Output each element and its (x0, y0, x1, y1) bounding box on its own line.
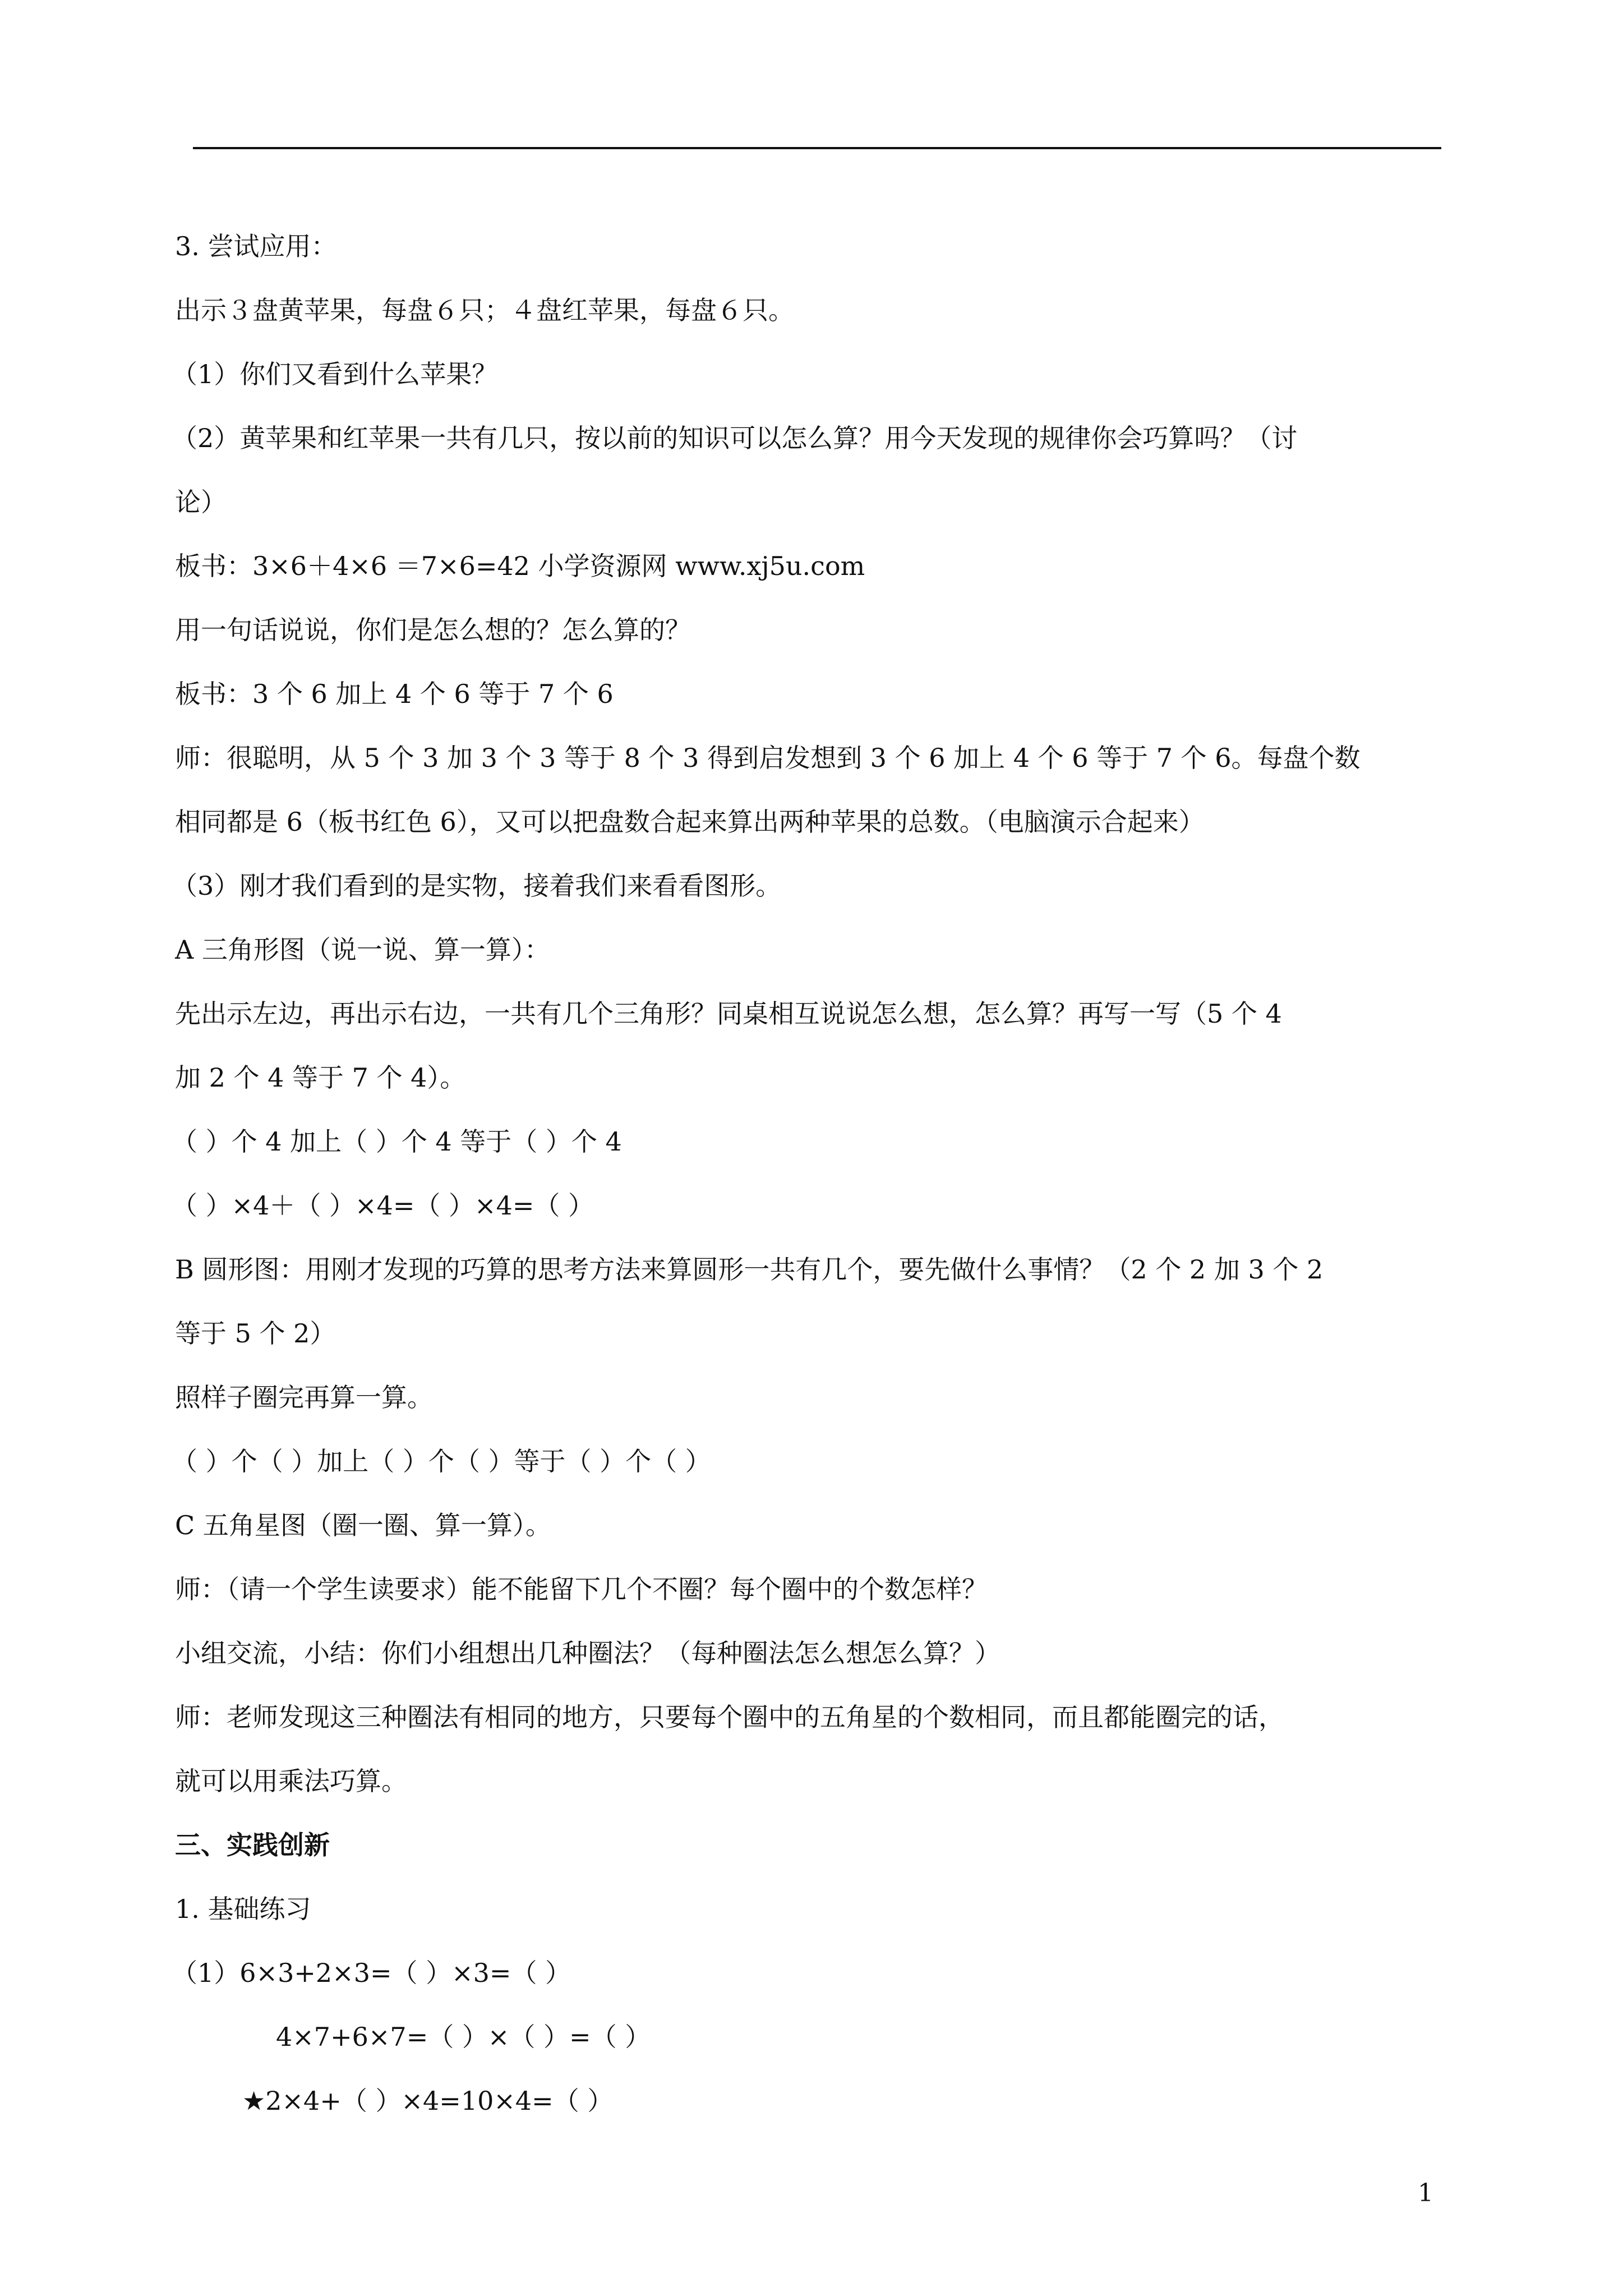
section-heading-practice: 三、实践创新 (175, 1830, 330, 1860)
page-content (172, 214, 1442, 2133)
subsection-triangle: A 三角形图（说一说、算一算）： (175, 935, 550, 965)
subsection-basic-practice: 1. 基础练习 (175, 1894, 311, 1924)
paragraph-line: 就可以用乘法巧算。 (175, 1766, 407, 1796)
paragraph-line: 用一句话说说，你们是怎么想的？怎么算的？ (175, 615, 691, 645)
paragraph-line: 师：很聪明，从 5 个 3 加 3 个 3 等于 8 个 3 得到启发想到 3 个 6 加上 4 个 6 等于 7 个 6。每盘个数 (175, 743, 1361, 773)
subsection-circle: B 圆形图：用刚才发现的巧算的思考方法来算圆形一共有几个，要先做什么事情？（2 个 2 加 3 个 2 (175, 1254, 1324, 1285)
exercise-line: （1）6×3+2×3=（ ）×3=（ ） (172, 1958, 571, 1988)
paragraph-line: （1）你们又看到什么苹果？ (172, 359, 498, 389)
paragraph-line: （3）刚才我们看到的是实物，接着我们来看看图形。 (172, 871, 782, 901)
exercise-line: （ ）个（ ）加上（ ）个（ ）等于（ ）个（ ） (172, 1446, 711, 1476)
header-rule (193, 147, 1441, 149)
exercise-line: （ ）×4＋（ ）×4=（ ）×4=（ ） (172, 1190, 594, 1221)
paragraph-line: 先出示左边，再出示右边，一共有几个三角形？同桌相互说说怎么想，怎么算？再写一写（5 个 4 (175, 999, 1282, 1029)
paragraph-line: 照样子圈完再算一算。 (175, 1382, 433, 1412)
paragraph-line: 论） (175, 487, 227, 517)
page-number: 1 (1418, 2179, 1433, 2207)
paragraph-line: 相同都是 6（板书红色 6），又可以把盘数合起来算出两种苹果的总数。（电脑演示合起来） (175, 807, 1205, 837)
exercise-line: （ ）个 4 加上（ ）个 4 等于（ ）个 4 (172, 1126, 622, 1157)
paragraph-line: 师：（请一个学生读要求）能不能留下几个不圈？每个圈中的个数怎样？ (175, 1574, 988, 1604)
section-heading-try-apply: 3. 尝试应用： (175, 231, 337, 261)
paragraph-line: （2）黄苹果和红苹果一共有几只，按以前的知识可以怎么算？用今天发现的规律你会巧算吗？（讨 (172, 423, 1298, 453)
paragraph-line: 加 2 个 4 等于 7 个 4）。 (175, 1062, 466, 1093)
exercise-line: 4×7+6×7=（ ）×（ ）=（ ） (276, 2022, 651, 2052)
subsection-star: C 五角星图（圈一圈、算一算）。 (175, 1510, 551, 1540)
exercise-line-star: ★2×4+（ ）×4=10×4=（ ） (242, 2086, 614, 2116)
board-writing-line: 板书：3 个 6 加上 4 个 6 等于 7 个 6 (175, 679, 614, 709)
paragraph-line: 出示３盘黄苹果，每盘６只；４盘红苹果，每盘６只。 (175, 295, 794, 325)
paragraph-line: 等于 5 个 2） (175, 1318, 336, 1349)
paragraph-line: 师：老师发现这三种圈法有相同的地方，只要每个圈中的五角星的个数相同，而且都能圈完的话， (175, 1702, 1284, 1732)
board-writing-line: 板书：3×6＋4×6 ＝7×6=42 小学资源网 www.xj5u.com (175, 551, 865, 581)
paragraph-line: 小组交流，小结：你们小组想出几种圈法？（每种圈法怎么想怎么算？） (175, 1638, 1000, 1668)
